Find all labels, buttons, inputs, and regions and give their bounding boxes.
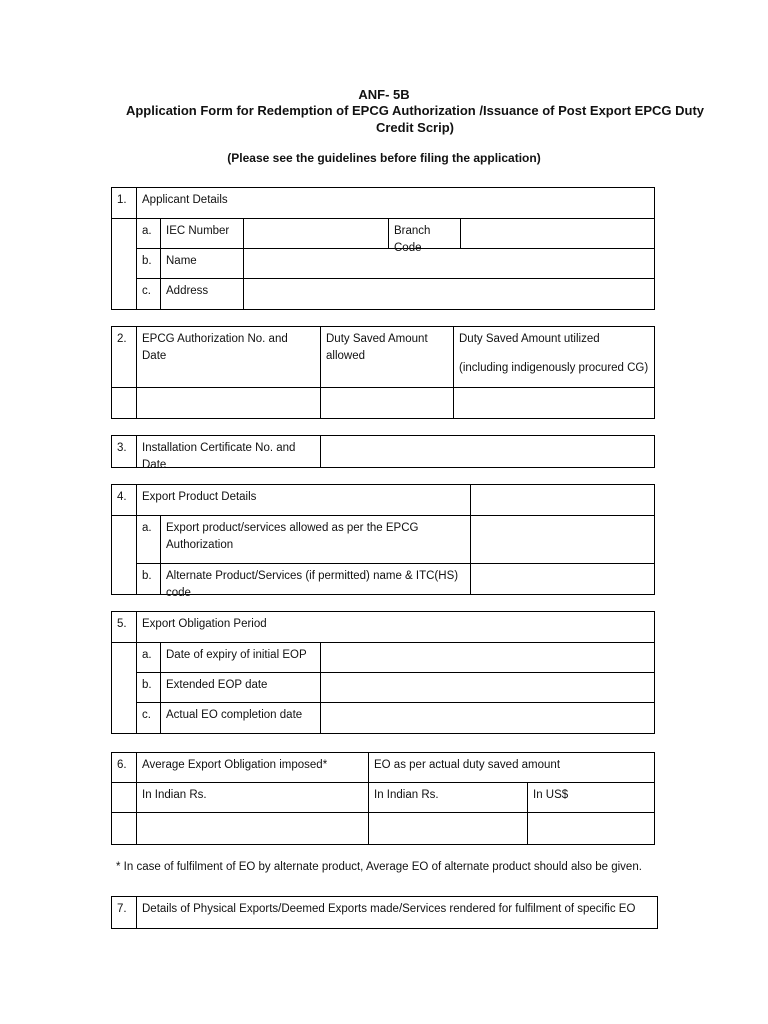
s1-b-letter: b. — [137, 249, 161, 279]
installation-certificate-field[interactable] — [321, 436, 655, 468]
footnote: * In case of fulfilment of EO by alternate product, Average EO of alternate product should also be given. — [116, 861, 642, 873]
s1-number: 1. — [112, 188, 137, 219]
form-code: ANF- 5B — [358, 87, 410, 102]
form-title: Application Form for Redemption of EPCG Authorization /Issuance of Post Export EPCG Duty Credit Scrip) — [125, 103, 705, 135]
s2-utilized-line2: (including indigenously procured CG) — [459, 362, 649, 374]
eo-completion-field[interactable] — [321, 703, 655, 734]
section-6-average-export-obligation — [111, 752, 655, 845]
eo-actual-inr-label: In Indian Rs. — [369, 783, 528, 813]
s6-number: 6. — [112, 753, 137, 783]
s7-number: 7. — [112, 897, 137, 929]
s4-number: 4. — [112, 485, 137, 516]
s5-a-letter: a. — [137, 643, 161, 673]
s1-title: Applicant Details — [137, 188, 655, 219]
installation-certificate-label: Installation Certificate No. and Date — [137, 436, 321, 468]
eo-actual-usd-label: In US$ — [528, 783, 655, 813]
s5-number: 5. — [112, 612, 137, 643]
s4-left-gap — [112, 516, 137, 595]
s6-number-blank-1 — [112, 783, 137, 813]
branch-code-label: Branch Code — [389, 219, 461, 249]
iec-number-field[interactable] — [244, 219, 389, 249]
avg-eo-inr-label: In Indian Rs. — [137, 783, 369, 813]
s4-b-letter: b. — [137, 564, 161, 595]
avg-eo-imposed-label: Average Export Obligation imposed* — [137, 753, 369, 783]
section-5-export-obligation-period — [111, 611, 655, 734]
s1-left-gap — [112, 219, 137, 310]
alternate-product-label: Alternate Product/Services (if permitted) name & ITC(HS) code — [161, 564, 471, 595]
s5-left-gap — [112, 643, 137, 734]
name-field[interactable] — [244, 249, 655, 279]
s2-number: 2. — [112, 327, 137, 388]
guidelines-note: (Please see the guidelines before filing the application) — [227, 151, 541, 165]
s5-title: Export Obligation Period — [137, 612, 655, 643]
eo-actual-inr-field[interactable] — [369, 813, 528, 845]
s2-utilized-line1: Duty Saved Amount utilized — [459, 333, 600, 345]
section-3-installation-certificate — [111, 435, 655, 471]
eo-actual-duty-label: EO as per actual duty saved amount — [369, 753, 655, 783]
alternate-product-field[interactable] — [471, 564, 655, 595]
export-product-allowed-label: Export product/services allowed as per the EPCG Authorization — [161, 516, 471, 564]
s4-a-letter: a. — [137, 516, 161, 564]
duty-saved-utilized-field[interactable] — [454, 388, 655, 419]
address-field[interactable] — [244, 279, 655, 310]
initial-eop-expiry-label: Date of expiry of initial EOP — [161, 643, 321, 673]
s2-authorization-label: EPCG Authorization No. and Date — [137, 327, 321, 388]
branch-code-field[interactable] — [461, 219, 655, 249]
extended-eop-label: Extended EOP date — [161, 673, 321, 703]
s6-number-blank-2 — [112, 813, 137, 845]
address-label: Address — [161, 279, 244, 310]
s1-a-letter: a. — [137, 219, 161, 249]
eo-actual-usd-field[interactable] — [528, 813, 655, 845]
authorization-no-date-field[interactable] — [137, 388, 321, 419]
section-2-authorization — [111, 326, 655, 419]
s3-number: 3. — [112, 436, 137, 468]
s2-number-blank — [112, 388, 137, 419]
name-label: Name — [161, 249, 244, 279]
duty-saved-allowed-field[interactable] — [321, 388, 454, 419]
s7-label: Details of Physical Exports/Deemed Exports made/Services rendered for fulfilment of specific EO — [137, 897, 658, 929]
section-7-export-details — [111, 896, 658, 929]
initial-eop-expiry-field[interactable] — [321, 643, 655, 673]
s5-c-letter: c. — [137, 703, 161, 734]
avg-eo-inr-field[interactable] — [137, 813, 369, 845]
extended-eop-field[interactable] — [321, 673, 655, 703]
iec-number-label: IEC Number — [161, 219, 244, 249]
s1-c-letter: c. — [137, 279, 161, 310]
s2-duty-saved-allowed-label: Duty Saved Amount allowed — [321, 327, 454, 388]
export-product-allowed-field[interactable] — [471, 516, 655, 564]
s5-b-letter: b. — [137, 673, 161, 703]
section-4-export-product — [111, 484, 655, 599]
s4-title-value[interactable] — [471, 485, 655, 516]
s4-title: Export Product Details — [137, 485, 471, 516]
section-1-applicant-details — [111, 187, 655, 310]
s2-duty-saved-utilized-label — [454, 327, 655, 388]
eo-completion-label: Actual EO completion date — [161, 703, 321, 734]
